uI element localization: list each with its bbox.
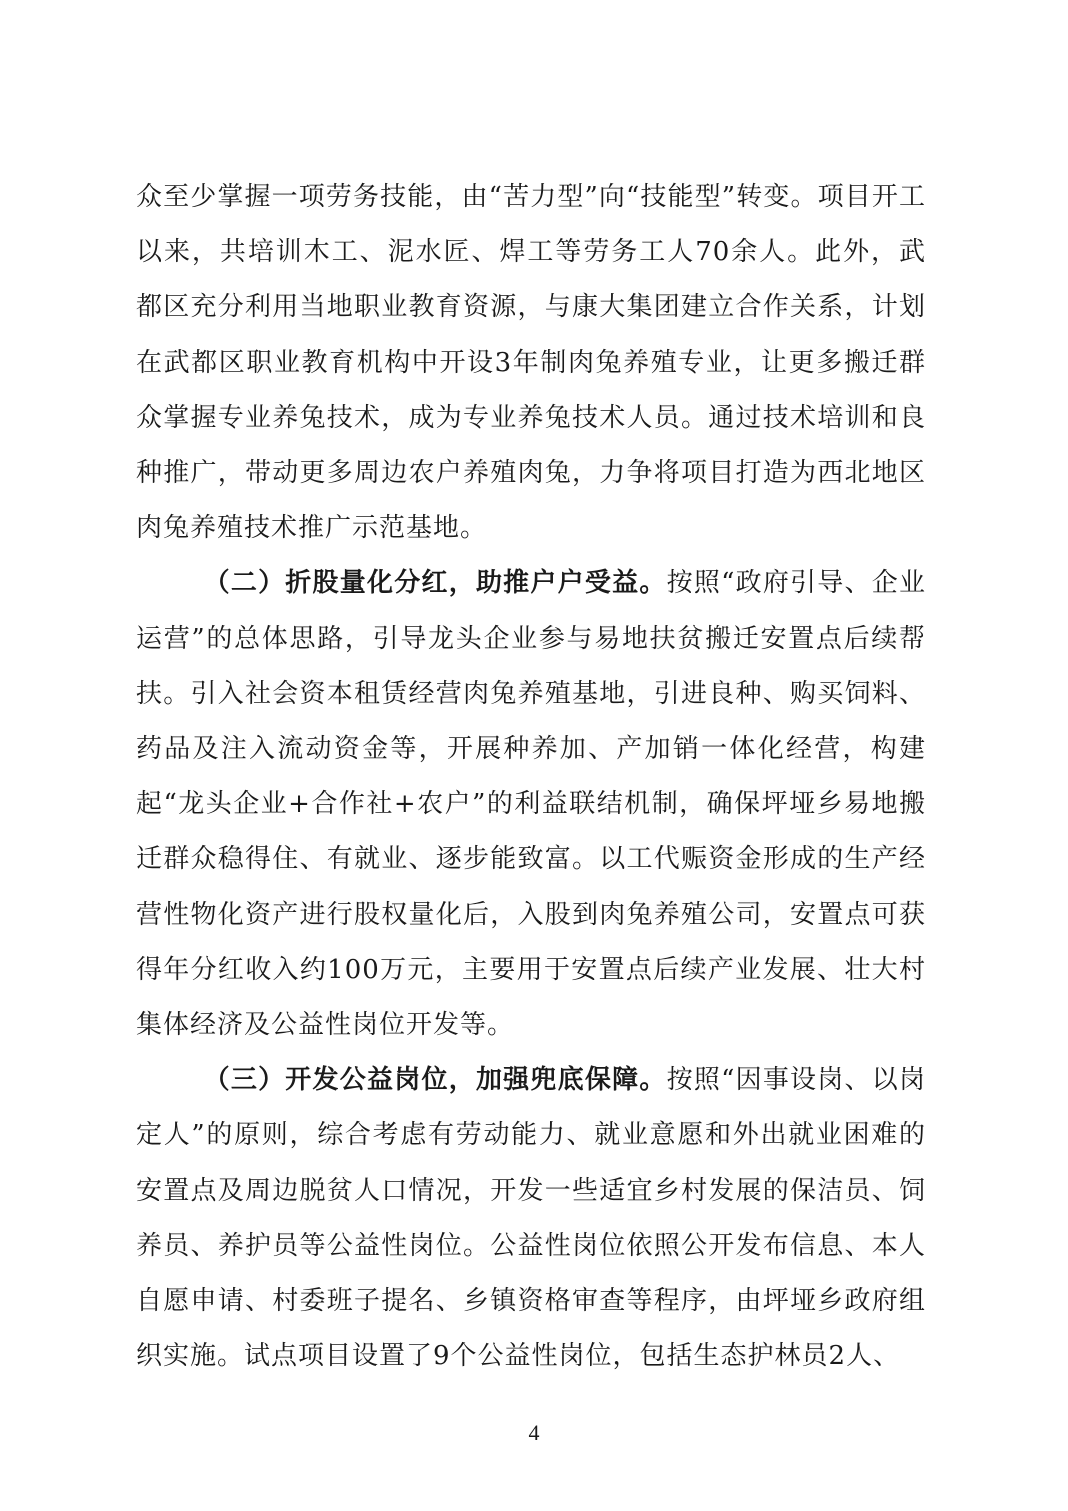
- paragraph-section-three: [136, 1053, 926, 1384]
- section-heading: （三）开发公益岗位，加强兜底保障。: [203, 1065, 667, 1096]
- body-text: [136, 170, 926, 1384]
- paragraph-body: 按照“因事设岗、以岗定人”的原则，综合考虑有劳动能力、就业意愿和外出就业困难的安置点及周边脱贫人口情况，开发一些适宜乡村发展的保洁员、饲养员、养护员等公益性岗位。公益性岗位依照公开发布信息、本人自愿申请、村委班子提名、乡镇资格审查等程序，由坪垭乡政府组织实施。试点项目设置了9个公益性岗位，包括生态护林员2人、: [136, 1065, 926, 1372]
- section-heading: （二）折股量化分红，助推户户受益。: [203, 568, 667, 599]
- paragraph-body: 众至少掌握一项劳务技能，由“苦力型”向“技能型”转变。项目开工以来，共培训木工、泥水匠、焊工等劳务工人70余人。此外，武都区充分利用当地职业教育资源，与康大集团建立合作关系，计划在武都区职业教育机构中开设3年制肉兔养殖专业，让更多搬迁群众掌握专业养兔技术，成为专业养兔技术人员。通过技术培训和良种推广，带动更多周边农户养殖肉兔，力争将项目打造为西北地区肉兔养殖技术推广示范基地。: [136, 182, 926, 544]
- paragraph-continued: [136, 170, 926, 556]
- paragraph-section-two: [136, 556, 926, 1053]
- paragraph-body: 按照“政府引导、企业运营”的总体思路，引导龙头企业参与易地扶贫搬迁安置点后续帮扶。引入社会资本租赁经营肉兔养殖基地，引进良种、购买饲料、药品及注入流动资金等，开展种养加、产加销一体化经营，构建起“龙头企业+合作社+农户”的利益联结机制，确保坪垭乡易地搬迁群众稳得住、有就业、逐步能致富。以工代赈资金形成的生产经营性物化资产进行股权量化后，入股到肉兔养殖公司，安置点可获得年分红收入约100万元，主要用于安置点后续产业发展、壮大村集体经济及公益性岗位开发等。: [136, 568, 926, 1041]
- page-number: 4: [528, 1420, 540, 1445]
